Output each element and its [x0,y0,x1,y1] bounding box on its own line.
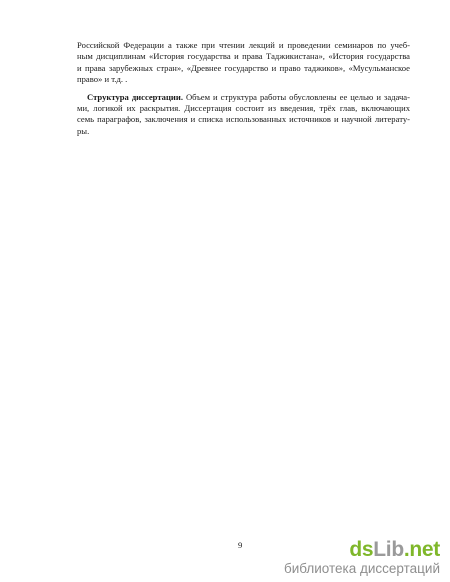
document-body [77,40,410,137]
paragraph1-line-3: и права зарубежных стран», «Древнее государство и право таджиков», «Мусульманское [77,62,410,73]
watermark-subtitle: библиотека диссертаций [283,561,440,576]
paragraph2-line-2: ми, логикой их раскрытия. Диссертация состоит из введения, трёх глав, включающих [77,103,410,114]
page-number: 9 [238,540,243,550]
watermark-logo-ds: ds [349,538,374,561]
watermark [284,539,440,576]
paragraph1-line-4: право» и т.д. . [77,74,128,85]
watermark-logo [284,539,440,561]
paragraph1-line-1: Российской Федерации а также при чтении лекций и проведении семинаров по учеб- [77,40,410,50]
paragraph2-line-1-text: Объем и структура работы обусловлены ее целью и задача- [182,91,410,102]
paragraph2-line-1 [77,92,410,103]
paragraph2-line-3: семь параграфов, заключения и списка использованных источников и научной литерату- [77,114,410,125]
watermark-logo-lib: Lib [373,538,404,561]
paragraph2-line-4: ры. [77,125,90,136]
paragraph2-heading: Структура диссертации. [87,91,183,102]
watermark-logo-net: .net [403,538,440,561]
paragraph1-line-2: ным дисциплинам «История государства и права Таджикистана», «История государства [77,51,410,62]
